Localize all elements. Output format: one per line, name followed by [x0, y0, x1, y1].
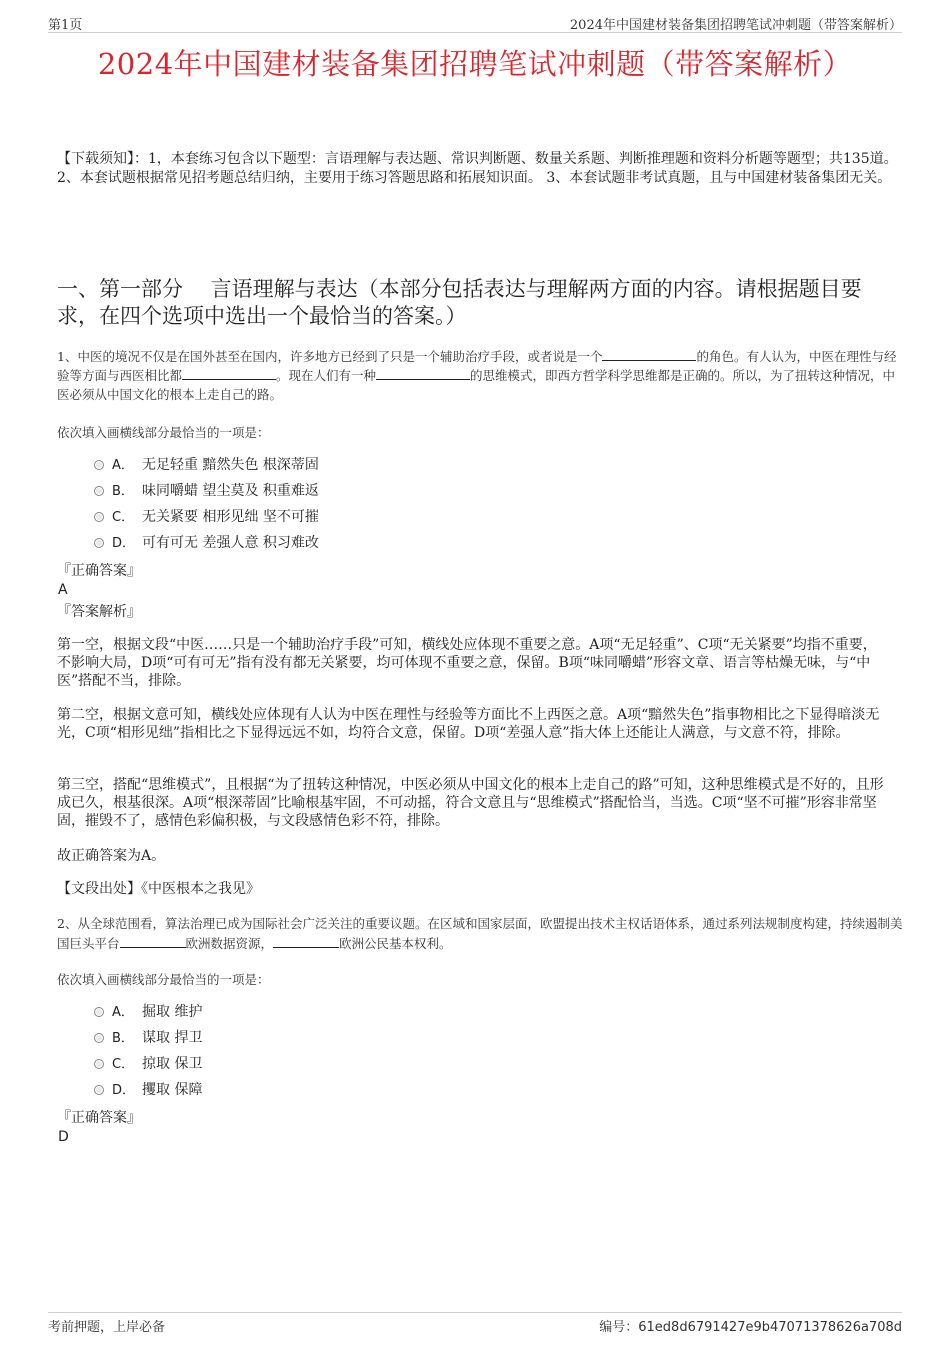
header-doc-title: 2024年中国建材装备集团招聘笔试冲刺题（带答案解析）	[569, 18, 902, 33]
radio-icon[interactable]	[94, 1033, 104, 1043]
analysis-label: 『答案解析』	[57, 604, 141, 620]
passage-source: 【文段出处】《中医根本之我见》	[57, 881, 260, 897]
radio-icon[interactable]	[94, 1059, 104, 1069]
option-b[interactable]: B． 味同嚼蜡 望尘莫及 积重难返	[94, 478, 319, 504]
question-2-options	[94, 999, 202, 1103]
option-c[interactable]: C． 无关紧要 相形见绌 坚不可摧	[94, 504, 319, 530]
radio-icon[interactable]	[94, 1007, 104, 1017]
option-d[interactable]: D． 攫取 保障	[94, 1077, 202, 1103]
download-notice: 【下载须知】：1，本套练习包含以下题型：言语理解与表达题、常识判断题、数量关系题、判断推理题和资料分析题等题型；共135道。 2、本套试题根据常见招考题总结归纳，主要用于练习答题思路和拓展知识面。 3、本套试题非考试真题，且与中国建材装备集团无关。	[57, 151, 898, 186]
analysis-paragraph: 第一空，根据文段“中医……只是一个辅助治疗手段”可知，横线处应体现不重要之意。A项“无足轻重”、C项“无关紧要”均指不重要，不影响大局，D项“可有可无”指有没有都无关紧要，均可体现不重要之意，保留。B项“味同嚼蜡”形容文章、语言等枯燥无味，与“中医”搭配不当，排除。	[57, 637, 877, 689]
correct-answer-value: D	[58, 1129, 69, 1145]
question-1-options	[94, 452, 319, 556]
analysis-conclusion: 故正确答案为A。	[57, 848, 166, 864]
question-1-stem: 1、中医的境况不仅是在国外甚至在国内，许多地方已经到了只是一个辅助治疗手段，或者说是一个 的角色。有人认为，中医在理性与经验等方面与西医相比都 。现在人们有一种 的思维模式，即西方哲学科学思维都是正确的。所以，为了扭转这种情况，中医必须从中国文化的根本上走自己的路。	[57, 349, 897, 402]
radio-icon[interactable]	[94, 1085, 104, 1095]
blank-2	[273, 936, 339, 948]
correct-answer-label: 『正确答案』	[57, 1110, 141, 1126]
document-code: 编号：61ed8d6791427e9b47071378626a708d	[599, 1320, 902, 1335]
option-b[interactable]: B． 谋取 捍卫	[94, 1025, 202, 1051]
option-c[interactable]: C． 掠取 保卫	[94, 1051, 202, 1077]
radio-icon[interactable]	[94, 486, 104, 496]
radio-icon[interactable]	[94, 538, 104, 548]
blank-1	[602, 349, 696, 361]
correct-answer-value: A	[58, 582, 68, 598]
question-1-prompt: 依次填入画横线部分最恰当的一项是：	[57, 425, 270, 440]
page-header	[48, 12, 902, 33]
document-title: 2024年中国建材装备集团招聘笔试冲刺题（带答案解析）	[97, 47, 853, 81]
blank-3	[376, 368, 470, 380]
analysis-paragraph: 第二空，根据文意可知，横线处应体现有人认为中医在理性与经验等方面比不上西医之意。A项“黯然失色”指事物相比之下显得暗淡无光，C项“相形见绌”指相比之下显得远远不如，均符合文意，保留。D项“差强人意”指大体上还能让人满意，与文意不符，排除。	[57, 707, 880, 741]
question-2-prompt: 依次填入画横线部分最恰当的一项是：	[57, 972, 270, 987]
question-2-stem: 2、从全球范围看，算法治理已成为国际社会广泛关注的重要议题。在区域和国家层面，欧盟提出技术主权话语体系，通过系列法规制度构建，持续遏制美国巨头平台 欧洲数据资源， 欧洲公民基本权利。	[57, 916, 903, 951]
page-footer	[48, 1312, 902, 1335]
footer-slogan: 考前押题，上岸必备	[48, 1320, 166, 1335]
analysis-paragraph: 第三空，搭配“思维模式”，且根据“为了扭转这种情况，中医必须从中国文化的根本上走自己的路”可知，这种思维模式是不好的，且形成已久，根基很深。A项“根深蒂固”比喻根基牢固，不可动摇，符合文意且与“思维模式”搭配恰当，当选。C项“坚不可摧”形容非常坚固，摧毁不了，感情色彩偏积极，与文段感情色彩不符，排除。	[57, 777, 884, 829]
blank-2	[182, 368, 276, 380]
radio-icon[interactable]	[94, 512, 104, 522]
option-d[interactable]: D． 可有可无 差强人意 积习难改	[94, 530, 319, 556]
radio-icon[interactable]	[94, 460, 104, 470]
option-a[interactable]: A． 无足轻重 黯然失色 根深蒂固	[94, 452, 319, 478]
section-heading: 一、第一部分 言语理解与表达（本部分包括表达与理解两方面的内容。请根据题目要求，在四个选项中选出一个最恰当的答案。）	[57, 277, 862, 328]
page-number: 第1页	[48, 18, 83, 33]
correct-answer-label: 『正确答案』	[57, 563, 141, 579]
blank-1	[120, 936, 186, 948]
option-a[interactable]: A． 掘取 维护	[94, 999, 202, 1025]
